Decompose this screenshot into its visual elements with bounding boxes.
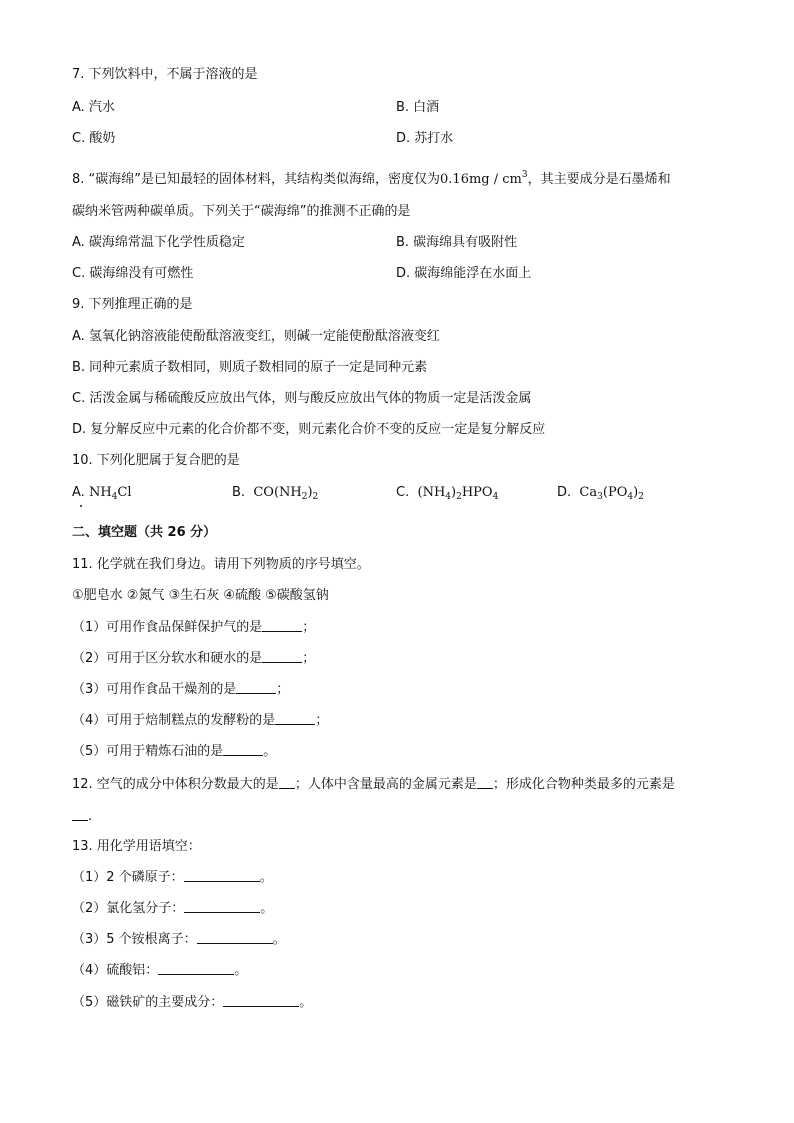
stray-dot: [80, 505, 82, 507]
q11-sub-1-end: ；: [302, 620, 316, 635]
q10-option-c: [396, 484, 498, 506]
q10-option-d: [557, 484, 644, 506]
q7-option-c: C. 酸奶: [72, 131, 116, 146]
q8-option-d: D. 碳海绵能浮在水面上: [396, 266, 532, 281]
answer-blank[interactable]: [477, 776, 493, 789]
answer-blank[interactable]: [72, 808, 88, 821]
answer-blank[interactable]: [236, 681, 276, 694]
q10-option-c-label: C.: [396, 485, 410, 500]
q9-option-d: D. 复分解反应中元素的化合价都不变，则元素化合价不变的反应一定是复分解反应: [72, 422, 546, 437]
q13-stem: 13. 用化学用语填空：: [72, 839, 201, 854]
q10-option-d-label: D.: [557, 485, 572, 500]
answer-blank[interactable]: [184, 869, 260, 882]
q13-sub-2-text: （2）氯化氢分子：: [72, 901, 185, 916]
q13-sub-1: [72, 869, 273, 887]
q11-sub-4: [72, 712, 328, 730]
q8-density: [440, 172, 528, 187]
q8-stem-line2: 碳纳米管两种碳单质。下列关于“碳海绵”的推测不正确的是: [72, 204, 411, 219]
q10-formula-a: $NH_4Cl$: [88, 485, 132, 502]
q11-sub-1-text: （1）可用作食品保鲜保护气的是: [72, 620, 263, 635]
q10-formula-d: $Ca_3(PO_4)_2$: [575, 485, 644, 502]
q8-option-c: C. 碳海绵没有可燃性: [72, 266, 194, 281]
q11-sub-1: [72, 619, 315, 637]
q11-sub-2-end: ；: [302, 651, 316, 666]
q13-sub-4-text: （4）硫酸铝：: [72, 963, 159, 978]
q12-line1: [72, 776, 675, 794]
section-2-title: 二、填空题（共 26 分）: [72, 525, 217, 540]
answer-blank[interactable]: [158, 962, 234, 975]
answer-blank[interactable]: [275, 712, 315, 725]
answer-blank[interactable]: [223, 743, 263, 756]
q11-sub-2-text: （2）可用于区分软水和硬水的是: [72, 651, 263, 666]
q13-sub-2-end: 。: [260, 901, 274, 916]
q8-option-b: B. 碳海绵具有吸附性: [396, 235, 518, 250]
q11-sub-5: [72, 743, 276, 761]
q13-sub-1-end: 。: [259, 870, 273, 885]
q11-sub-4-end: ；: [315, 713, 329, 728]
q10-option-a: [72, 484, 132, 506]
answer-blank[interactable]: [184, 900, 260, 913]
q11-sub-5-text: （5）可用于精炼石油的是: [72, 744, 224, 759]
q11-sub-2: [72, 650, 315, 668]
q11-sub-5-end: 。: [263, 744, 277, 759]
q9-option-c: C. 活泼金属与稀硫酸反应放出气体，则与酸反应放出气体的物质一定是活泼金属: [72, 391, 532, 406]
q8-option-a: A. 碳海绵常温下化学性质稳定: [72, 235, 245, 250]
q13-sub-2: [72, 900, 273, 918]
q8-stem-part1: 8. “碳海绵”是已知最轻的固体材料，其结构类似海绵，密度仅为: [72, 172, 441, 187]
q11-sub-3-text: （3）可用作食品干燥剂的是: [72, 682, 237, 697]
q11-sub-3-end: ；: [276, 682, 290, 697]
q13-sub-1-text: （1）2 个磷原子：: [72, 870, 184, 885]
answer-blank[interactable]: [279, 776, 295, 789]
answer-blank[interactable]: [262, 619, 302, 632]
answer-blank[interactable]: [223, 994, 299, 1007]
q11-sub-4-text: （4）可用于焙制糕点的发酵粉的是: [72, 713, 276, 728]
q10-option-b: [232, 484, 318, 506]
q9-option-b: B. 同种元素质子数相同，则质子数相同的原子一定是同种元素: [72, 360, 428, 375]
q13-sub-3: [72, 931, 286, 949]
q11-sub-3: [72, 681, 289, 699]
q8-density-exponent: 3: [521, 170, 528, 180]
q9-stem: 9. 下列推理正确的是: [72, 297, 193, 312]
q10-stem: 10. 下列化肥属于复合肥的是: [72, 453, 240, 468]
q8-stem-part2: ，其主要成分是石墨烯和: [527, 172, 671, 187]
answer-blank[interactable]: [197, 931, 273, 944]
q13-sub-4-end: 。: [234, 963, 248, 978]
q7-option-d: D. 苏打水: [396, 131, 454, 146]
q8-stem-line1: [72, 166, 671, 189]
q12-part2: ；人体中含量最高的金属元素是: [294, 777, 477, 792]
q10-option-b-label: B.: [232, 485, 246, 500]
q7-option-a: A. 汽水: [72, 100, 115, 115]
q12-part3: ；形成化合物种类最多的元素是: [492, 777, 675, 792]
q11-stem: 11. 化学就在我们身边。请用下列物质的序号填空。: [72, 557, 370, 572]
q13-sub-5-text: （5）磁铁矿的主要成分：: [72, 995, 224, 1010]
q7-option-b: B. 白酒: [396, 100, 440, 115]
q11-options: ①肥皂水 ②氮气 ③生石灰 ④硫酸 ⑤碳酸氢钠: [72, 588, 329, 603]
q9-option-a: A. 氢氧化钠溶液能使酚酞溶液变红，则碱一定能使酚酞溶液变红: [72, 329, 440, 344]
q7-stem: 7. 下列饮料中，不属于溶液的是: [72, 67, 258, 82]
q13-sub-3-end: 。: [272, 932, 286, 947]
q13-sub-5-end: 。: [299, 995, 313, 1010]
q13-sub-5: [72, 994, 312, 1012]
q10-formula-b: $CO(NH_2)_2$: [249, 485, 319, 502]
q10-option-a-label: A.: [72, 485, 85, 500]
q8-density-value: 0.16mg / cm: [440, 172, 522, 187]
q13-sub-4: [72, 962, 247, 980]
q12-line2: [72, 808, 92, 826]
q13-sub-3-text: （3）5 个铵根离子：: [72, 932, 197, 947]
answer-blank[interactable]: [262, 650, 302, 663]
q12-end: .: [88, 809, 93, 824]
q10-formula-c: $(NH_4)_2HPO_4$: [413, 485, 499, 502]
q12-part1: 12. 空气的成分中体积分数最大的是: [72, 777, 279, 792]
